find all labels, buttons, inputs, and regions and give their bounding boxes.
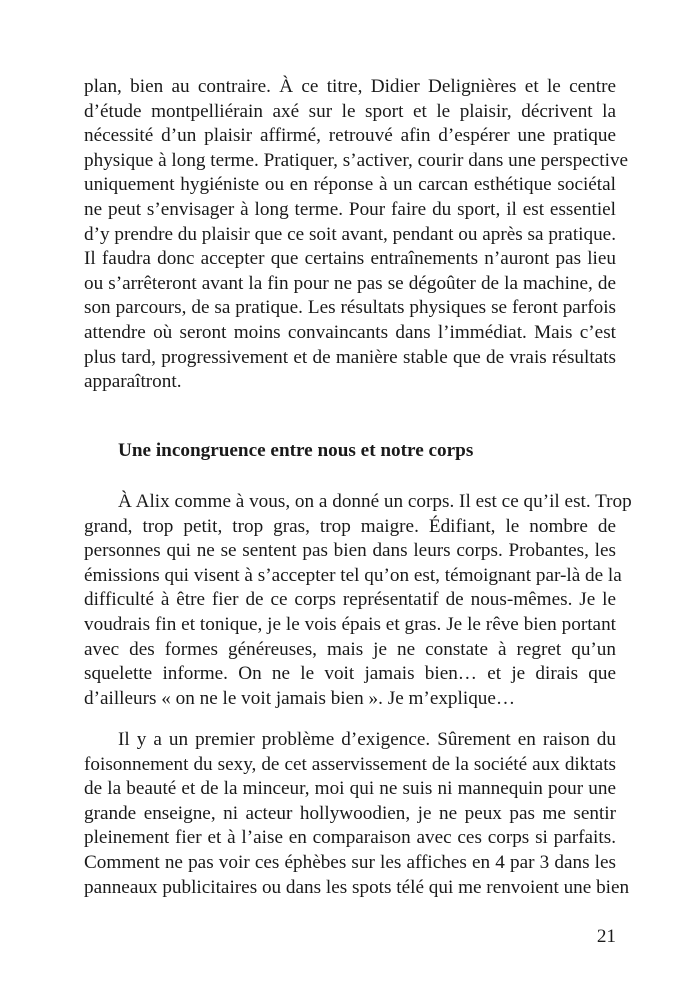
text-line: foisonnement du sexy, de cet asservissement de la société aux diktats — [84, 753, 616, 775]
page-number: 21 — [596, 926, 616, 947]
text-line: émissions qui visent à s’accepter tel qu’on est, témoignant par-là de la — [84, 564, 622, 586]
text-line: squelette informe. On ne le voit jamais bien… et je dirais que — [84, 663, 616, 685]
text-line: grande enseigne, ni acteur hollywoodien, je ne peux pas me sentir — [84, 802, 616, 824]
paragraph-1 — [84, 75, 629, 395]
text-line: physique à long terme. Pratiquer, s’activer, courir dans une perspective — [84, 149, 629, 171]
text-line: d’étude montpelliérain axé sur le sport et le plaisir, décrivent la — [84, 100, 616, 122]
text-line: Comment ne pas voir ces éphèbes sur les affiches en 4 par 3 dans les — [84, 851, 616, 873]
paragraph-3 — [84, 728, 630, 900]
text-line: apparaîtront. — [84, 371, 182, 393]
paragraph-2 — [84, 490, 632, 711]
section-heading: Une incongruence entre nous et notre corps — [118, 440, 474, 461]
text-line: personnes qui ne se sentent pas bien dans leurs corps. Probantes, les — [84, 540, 616, 562]
text-line: voudrais fin et tonique, je le vois épais et gras. Je le rêve bien portant — [84, 613, 616, 635]
text-line: d’y prendre du plaisir que ce soit avant, pendant ou après sa pratique. — [84, 223, 616, 245]
text-line: son parcours, de sa pratique. Les résultats physiques se feront parfois — [84, 297, 616, 319]
text-line: ne peut s’envisager à long terme. Pour faire du sport, il est essentiel — [84, 198, 616, 220]
text-line: panneaux publicitaires ou dans les spots télé qui me renvoient une bien — [84, 876, 630, 898]
text-line: uniquement hygiéniste ou en réponse à un carcan esthétique sociétal — [84, 174, 616, 196]
text-line: pleinement fier et à l’aise en comparaison avec ces corps si parfaits. — [84, 827, 616, 849]
text-line: difficulté à être fier de ce corps représentatif de nous-mêmes. Je le — [84, 589, 616, 611]
text-line: nécessité d’un plaisir affirmé, retrouvé afin d’espérer une pratique — [84, 125, 616, 147]
text-line: ou s’arrêteront avant la fin pour ne pas se dégoûter de la machine, de — [84, 272, 616, 294]
text-line: avec des formes généreuses, mais je ne constate à regret qu’un — [84, 638, 616, 660]
text-line: Il y a un premier problème d’exigence. Sûrement en raison du — [118, 729, 616, 750]
text-line: plus tard, progressivement et de manière stable que de vrais résultats — [84, 346, 616, 368]
text-line: plan, bien au contraire. À ce titre, Didier Delignières et le centre — [84, 76, 616, 97]
text-line: d’ailleurs « on ne le voit jamais bien ». Je m’explique… — [84, 687, 516, 709]
text-line: attendre où seront moins convaincants dans l’immédiat. Mais c’est — [84, 321, 616, 343]
text-line: grand, trop petit, trop gras, trop maigre. Édifiant, le nombre de — [84, 515, 616, 537]
text-line: Il faudra donc accepter que certains entraînements n’auront pas lieu — [84, 248, 616, 270]
text-line: À Alix comme à vous, on a donné un corps. Il est ce qu’il est. Trop — [118, 491, 632, 512]
text-line: de la beauté et de la minceur, moi qui ne suis ni mannequin pour une — [84, 778, 616, 800]
